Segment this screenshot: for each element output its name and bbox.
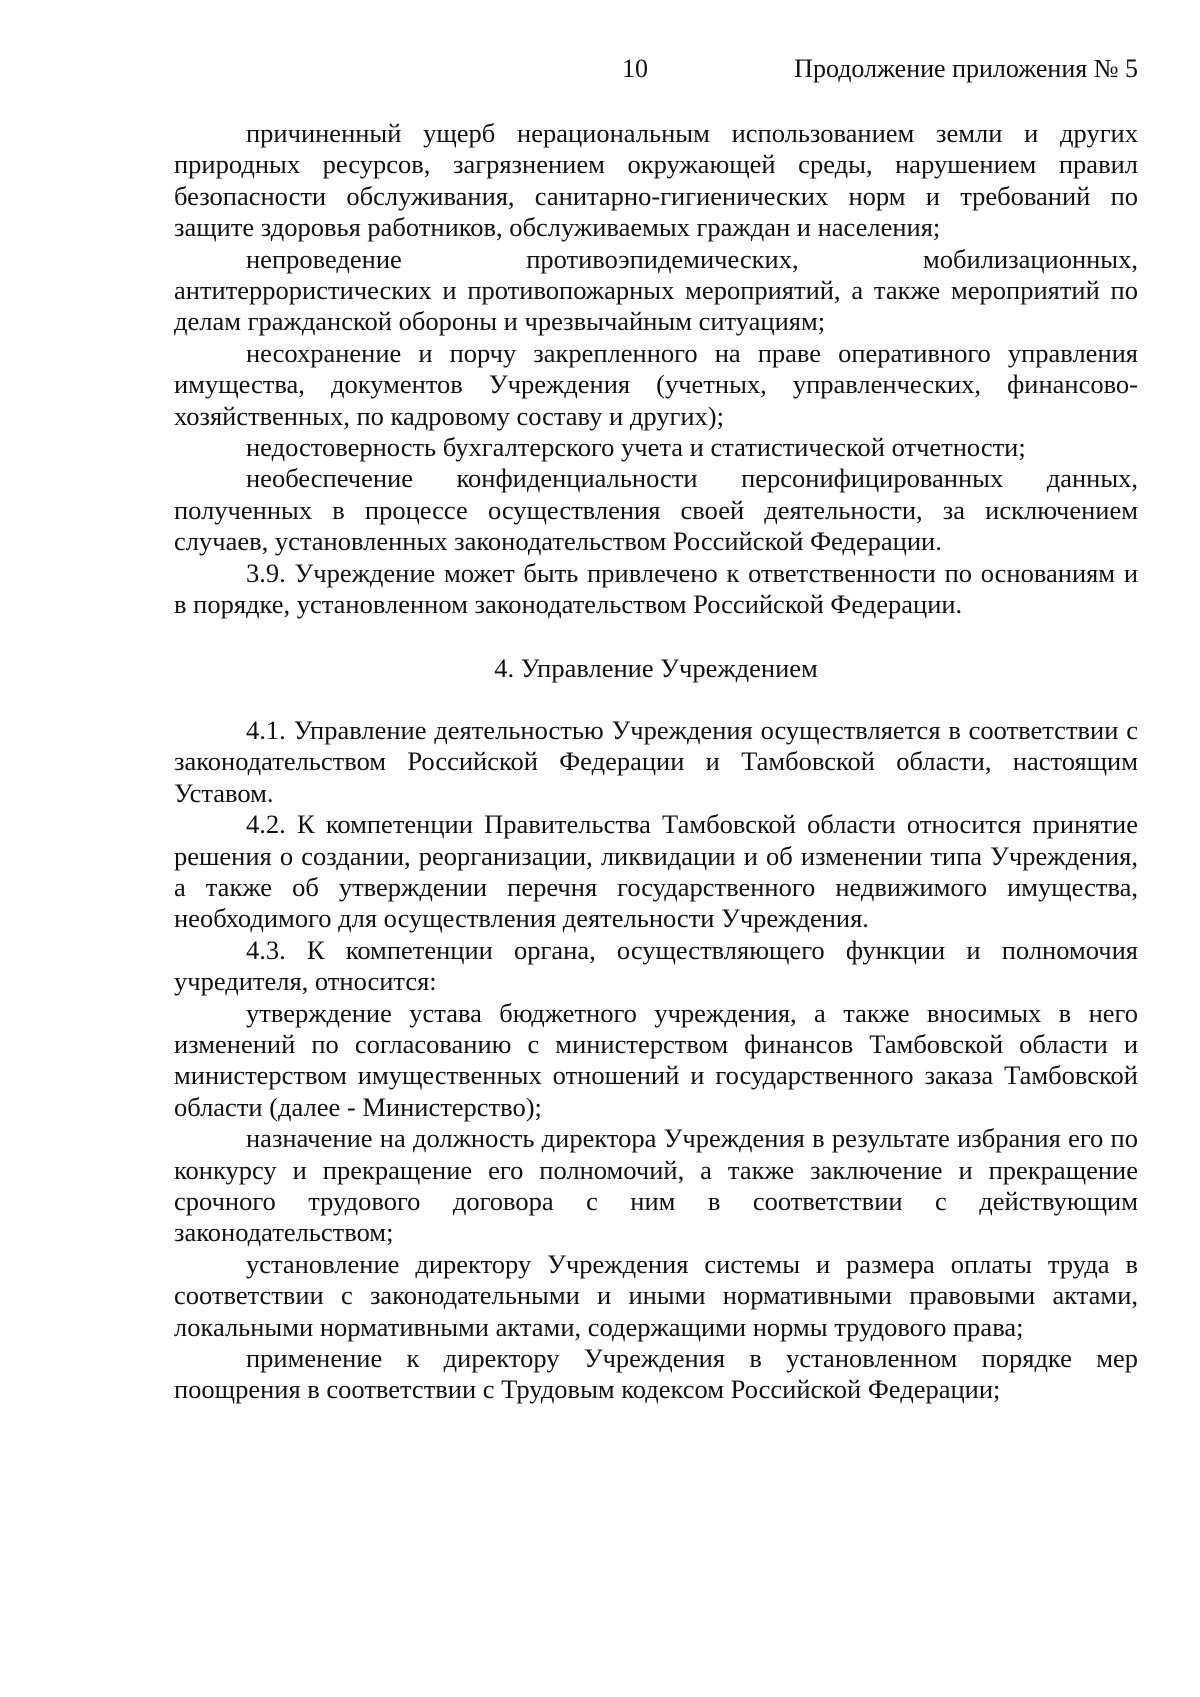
appendix-continuation-label: Продолжение приложения № 5 <box>794 54 1138 83</box>
page-number: 10 <box>622 54 648 83</box>
document-body <box>174 118 1138 1406</box>
paragraph: установление директору Учреждения системы и размера оплаты труда в соответствии с законодательными и иными нормативными правовыми актами, локальными нормативными актами, содержащими нормы трудового права; <box>174 1248 1138 1342</box>
paragraph: несохранение и порчу закрепленного на праве оперативного управления имущества, документов Учреждения (учетных, управленческих, финансово-хозяйственных, по кадровому составу и других); <box>174 337 1138 431</box>
paragraph: назначение на должность директора Учреждения в результате избрания его по конкурсу и прекращение его полномочий, а также заключение и прекращение срочного трудового договора с ним в соответствии с действующим законодательством; <box>174 1123 1138 1248</box>
paragraph: непроведение противоэпидемических, мобилизационных, антитеррористических и противопожарных мероприятий, а также мероприятий по делам гражданской обороны и чрезвычайным ситуациям; <box>174 243 1138 337</box>
paragraph: 4.2. К компетенции Правительства Тамбовской области относится принятие решения о создании, реорганизации, ликвидации и об изменении типа Учреждения, а также об утверждении перечня государственного недвижимого имущества, необходимого для осуществления деятельности Учреждения. <box>174 809 1138 934</box>
paragraph: причиненный ущерб нерациональным использованием земли и других природных ресурсов, загрязнением окружающей среды, нарушением правил безопасности обслуживания, санитарно-гигиенических норм и требований по защите здоровья работников, обслуживаемых граждан и населения; <box>174 118 1138 243</box>
paragraph: недостоверность бухгалтерского учета и статистической отчетности; <box>246 432 1026 463</box>
paragraph: применение к директору Учреждения в установленном порядке мер поощрения в соответствии с Трудовым кодексом Российской Федерации; <box>174 1343 1138 1405</box>
paragraph: 4.1. Управление деятельностью Учреждения осуществляется в соответствии с законодательством Российской Федерации и Тамбовской области, настоящим Уставом. <box>174 714 1138 808</box>
paragraph: 4.3. К компетенции органа, осуществляющего функции и полномочия учредителя, относится: <box>174 934 1138 997</box>
paragraph: 3.9. Учреждение может быть привлечено к ответственности по основаниям и в порядке, установленном законодательством Российской Федерации. <box>174 557 1138 620</box>
paragraph: утверждение устава бюджетного учреждения, а также вносимых в него изменений по согласованию с министерством финансов Тамбовской области и министерством имущественных отношений и государственного заказа Тамбовской области (далее - Министерство); <box>174 997 1138 1122</box>
page-header <box>0 54 1200 94</box>
section-heading: 4. Управление Учреждением <box>494 652 818 683</box>
paragraph: необеспечение конфиденциальности персонифицированных данных, полученных в процессе осуществления своей деятельности, за исключением случаев, установленных законодательством Российской Федерации. <box>174 463 1138 557</box>
